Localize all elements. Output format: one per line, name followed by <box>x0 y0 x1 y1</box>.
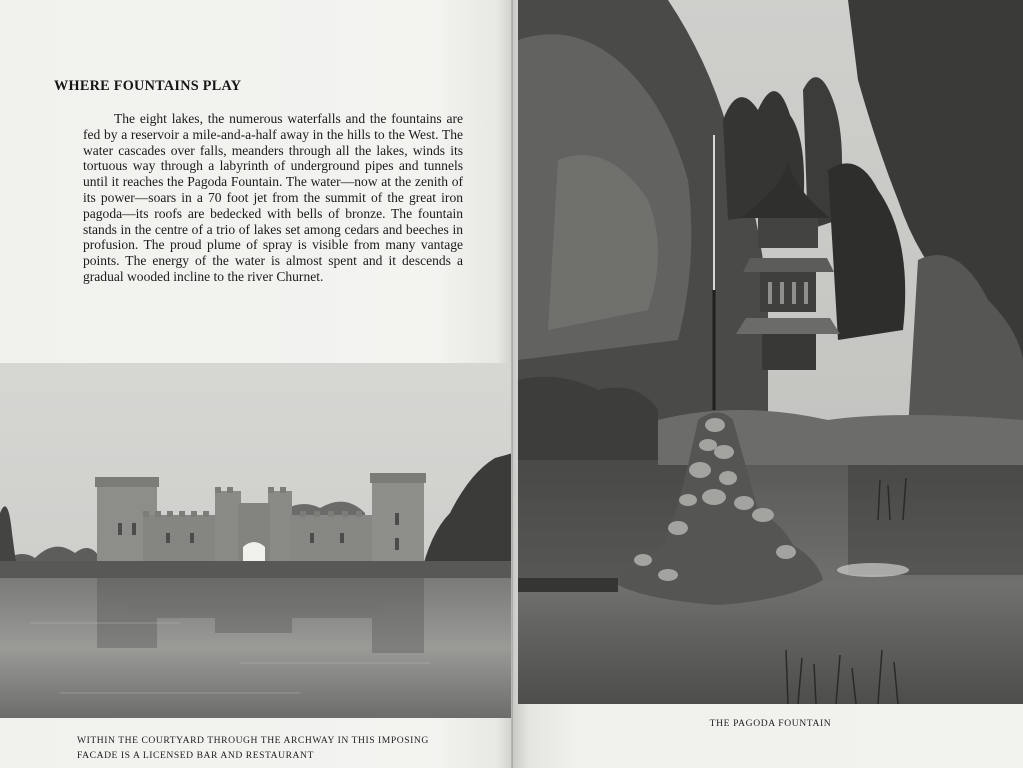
body-paragraph: The eight lakes, the numerous waterfalls and the fountains are fed by a reservoir a mile-and-a-half away in the hills to the West. The water cascades over falls, meanders through all the lakes, winds its tortuous way through a labyrinth of underground pipes and tunnels until it reaches the Pagoda Fountain. The water—now at the zenith of its power—soars in a 70 foot jet from the summit of the great iron pagoda—its roofs are bedecked with bells of bronze. The fountain stands in the centre of a trio of lakes set among cedars and beeches in profusion. The proud plume of spray is visible from many vantage points. The energy of the water is almost spent and it descends a gradual wooded incline to the river Churnet. <box>83 111 463 284</box>
section-heading: WHERE FOUNTAINS PLAY <box>54 78 242 94</box>
pagoda-photo-image <box>518 0 1023 704</box>
castle-photo-image <box>0 363 513 718</box>
castle-photo <box>0 363 513 718</box>
pagoda-caption: THE PAGODA FOUNTAIN <box>709 718 832 729</box>
castle-caption: WITHIN THE COURTYARD THROUGH THE ARCHWAY IN THIS IMPOSING FACADE IS A LICENSED BAR AND RESTAURANT <box>77 735 429 761</box>
pagoda-photo <box>518 0 1023 704</box>
